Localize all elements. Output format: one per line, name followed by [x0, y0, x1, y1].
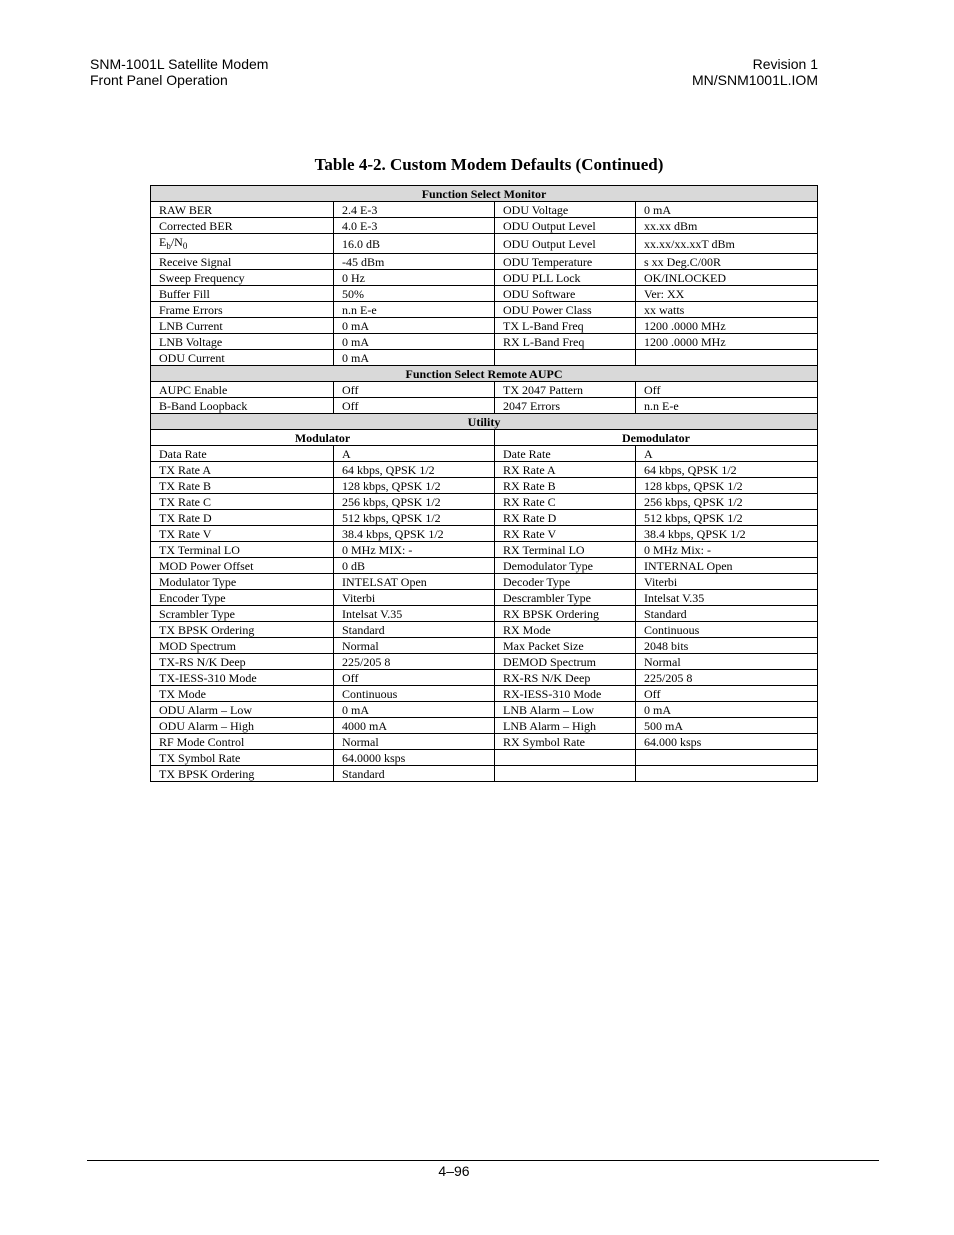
parameter-name-cell: RX Rate A — [495, 462, 636, 478]
parameter-name-cell: LNB Alarm – Low — [495, 702, 636, 718]
parameter-name-cell: Date Rate — [495, 446, 636, 462]
section-title: Utility — [151, 414, 818, 430]
parameter-value-cell: Intelsat V.35 — [636, 590, 818, 606]
page-number: 4–96 — [438, 1163, 470, 1179]
parameter-value-cell: 0 Hz — [334, 270, 495, 286]
parameter-value-cell: 38.4 kbps, QPSK 1/2 — [636, 526, 818, 542]
page-header-left — [90, 56, 268, 88]
parameter-value-cell: 0 mA — [636, 202, 818, 218]
parameter-value-cell: 4.0 E-3 — [334, 218, 495, 234]
table-row — [151, 638, 818, 654]
parameter-name-cell: ODU Temperature — [495, 254, 636, 270]
parameter-value-cell: 0 mA — [334, 702, 495, 718]
parameter-name-cell: RX-IESS-310 Mode — [495, 686, 636, 702]
parameter-value-cell: Off — [334, 398, 495, 414]
parameter-value-cell: 225/205 8 — [636, 670, 818, 686]
parameter-name-cell: Frame Errors — [151, 302, 334, 318]
document-title: SNM-1001L Satellite Modem — [90, 56, 269, 72]
parameter-name-cell: Receive Signal — [151, 254, 334, 270]
parameter-name-cell: TX Symbol Rate — [151, 750, 334, 766]
table-row — [151, 542, 818, 558]
table-row — [151, 510, 818, 526]
parameter-value-cell: -45 dBm — [334, 254, 495, 270]
utility-subheader-row — [151, 430, 818, 446]
table-row — [151, 734, 818, 750]
parameter-name-cell: MOD Power Offset — [151, 558, 334, 574]
parameter-name-cell — [495, 750, 636, 766]
parameter-value-cell: Normal — [334, 734, 495, 750]
parameter-value-cell: 128 kbps, QPSK 1/2 — [636, 478, 818, 494]
table-row — [151, 254, 818, 270]
section-function-select-monitor — [151, 186, 818, 202]
parameter-name-cell: ODU PLL Lock — [495, 270, 636, 286]
parameter-name-cell: TX-IESS-310 Mode — [151, 670, 334, 686]
parameter-value-cell: 1200 .0000 MHz — [636, 334, 818, 350]
parameter-value-cell: Normal — [636, 654, 818, 670]
parameter-name-cell: ODU Alarm – Low — [151, 702, 334, 718]
table-row — [151, 462, 818, 478]
parameter-name-cell: Decoder Type — [495, 574, 636, 590]
parameter-value-cell: 64 kbps, QPSK 1/2 — [334, 462, 495, 478]
parameter-value-cell: 256 kbps, QPSK 1/2 — [334, 494, 495, 510]
parameter-value-cell: 4000 mA — [334, 718, 495, 734]
table-row — [151, 446, 818, 462]
table-row — [151, 670, 818, 686]
parameter-name-cell: ODU Current — [151, 350, 334, 366]
parameter-value-cell: 225/205 8 — [334, 654, 495, 670]
parameter-name-cell: Data Rate — [151, 446, 334, 462]
parameter-name-cell — [495, 350, 636, 366]
custom-modem-defaults-table — [150, 185, 818, 782]
parameter-name-cell: TX 2047 Pattern — [495, 382, 636, 398]
parameter-value-cell: OK/INLOCKED — [636, 270, 818, 286]
parameter-value-cell: 1200 .0000 MHz — [636, 318, 818, 334]
parameter-name-cell: TX Terminal LO — [151, 542, 334, 558]
table-row — [151, 318, 818, 334]
parameter-value-cell: Ver: XX — [636, 286, 818, 302]
parameter-value-cell: A — [636, 446, 818, 462]
parameter-name-cell: ODU Software — [495, 286, 636, 302]
document-number: MN/SNM1001L.IOM — [691, 72, 818, 88]
parameter-name-cell: RX Terminal LO — [495, 542, 636, 558]
parameter-value-cell: 500 mA — [636, 718, 818, 734]
section-title: Function Select Monitor — [151, 186, 818, 202]
parameter-value-cell: Continuous — [636, 622, 818, 638]
table-row — [151, 686, 818, 702]
parameter-value-cell: xx.xx dBm — [636, 218, 818, 234]
parameter-value-cell: xx.xx/xx.xxT dBm — [636, 234, 818, 254]
section-utility — [151, 414, 818, 430]
ebno-e: E — [159, 234, 167, 249]
parameter-name-cell: TX L-Band Freq — [495, 318, 636, 334]
table-row — [151, 526, 818, 542]
parameter-name-cell: 2047 Errors — [495, 398, 636, 414]
parameter-name-cell: RAW BER — [151, 202, 334, 218]
section-function-select-remote-aupc — [151, 366, 818, 382]
parameter-name-cell — [495, 766, 636, 782]
parameter-value-cell: Standard — [636, 606, 818, 622]
parameter-value-cell: A — [334, 446, 495, 462]
parameter-name-cell: Encoder Type — [151, 590, 334, 606]
section-title: Function Select Remote AUPC — [151, 366, 818, 382]
parameter-name-cell: Scrambler Type — [151, 606, 334, 622]
parameter-value-cell: 50% — [334, 286, 495, 302]
parameter-value-cell: Off — [636, 686, 818, 702]
parameter-name-cell: TX Rate B — [151, 478, 334, 494]
parameter-name-cell: RX Rate B — [495, 478, 636, 494]
parameter-name-cell: RX L-Band Freq — [495, 334, 636, 350]
table-row — [151, 286, 818, 302]
parameter-value-cell: Continuous — [334, 686, 495, 702]
parameter-value-cell: Viterbi — [636, 574, 818, 590]
demodulator-header: Demodulator — [495, 430, 818, 446]
table-row — [151, 234, 818, 254]
parameter-value-cell: 0 mA — [334, 334, 495, 350]
parameter-value-cell: 0 MHz MIX: - — [334, 542, 495, 558]
modulator-header: Modulator — [151, 430, 495, 446]
table-row — [151, 334, 818, 350]
parameter-name-cell: TX Rate A — [151, 462, 334, 478]
parameter-value-cell: 38.4 kbps, QPSK 1/2 — [334, 526, 495, 542]
parameter-value-cell: 64.000 ksps — [636, 734, 818, 750]
parameter-name-cell: B-Band Loopback — [151, 398, 334, 414]
parameter-name-cell: TX BPSK Ordering — [151, 622, 334, 638]
parameter-name-cell: TX BPSK Ordering — [151, 766, 334, 782]
table-row — [151, 574, 818, 590]
parameter-value-cell: Standard — [334, 766, 495, 782]
section-title: Front Panel Operation — [90, 72, 228, 88]
table-row — [151, 202, 818, 218]
parameter-name-cell: Corrected BER — [151, 218, 334, 234]
parameter-value-cell: 128 kbps, QPSK 1/2 — [334, 478, 495, 494]
parameter-value-cell: s xx Deg.C/00R — [636, 254, 818, 270]
parameter-name-cell: RX Mode — [495, 622, 636, 638]
parameter-name-cell: ODU Voltage — [495, 202, 636, 218]
parameter-value-cell: Off — [636, 382, 818, 398]
parameter-name-cell: RX Rate C — [495, 494, 636, 510]
parameter-name-cell: TX Mode — [151, 686, 334, 702]
page-header-right — [692, 56, 818, 88]
parameter-value-cell: 512 kbps, QPSK 1/2 — [334, 510, 495, 526]
parameter-name-cell: TX-RS N/K Deep — [151, 654, 334, 670]
table-row — [151, 654, 818, 670]
parameter-name-cell: RX-RS N/K Deep — [495, 670, 636, 686]
table-row — [151, 590, 818, 606]
parameter-value-cell: 0 mA — [334, 318, 495, 334]
parameter-name-cell: LNB Current — [151, 318, 334, 334]
parameter-value-cell: n.n E-e — [334, 302, 495, 318]
parameter-value-cell: INTERNAL Open — [636, 558, 818, 574]
parameter-name-cell: TX Rate V — [151, 526, 334, 542]
parameter-name-cell: ODU Output Level — [495, 218, 636, 234]
table-row — [151, 350, 818, 366]
table-row — [151, 302, 818, 318]
parameter-name-cell: RX Symbol Rate — [495, 734, 636, 750]
parameter-value-cell: 512 kbps, QPSK 1/2 — [636, 510, 818, 526]
ebno-n: /N — [170, 234, 183, 249]
parameter-name-cell: MOD Spectrum — [151, 638, 334, 654]
parameter-name-cell: LNB Alarm – High — [495, 718, 636, 734]
parameter-value-cell — [636, 750, 818, 766]
parameter-value-cell — [636, 766, 818, 782]
parameter-value-cell: Intelsat V.35 — [334, 606, 495, 622]
parameter-name-cell: RX Rate V — [495, 526, 636, 542]
revision-label: Revision 1 — [752, 56, 818, 72]
parameter-value-cell: 0 dB — [334, 558, 495, 574]
parameter-value-cell: 2048 bits — [636, 638, 818, 654]
table-row — [151, 558, 818, 574]
parameter-name-cell: Max Packet Size — [495, 638, 636, 654]
parameter-name-cell: AUPC Enable — [151, 382, 334, 398]
parameter-value-cell: Viterbi — [334, 590, 495, 606]
table-row — [151, 494, 818, 510]
parameter-name-cell: LNB Voltage — [151, 334, 334, 350]
parameter-name-cell: Demodulator Type — [495, 558, 636, 574]
parameter-value-cell: 16.0 dB — [334, 234, 495, 254]
parameter-name-cell: Modulator Type — [151, 574, 334, 590]
parameter-value-cell: 0 mA — [636, 702, 818, 718]
parameter-value-cell: xx watts — [636, 302, 818, 318]
parameter-name-cell: RF Mode Control — [151, 734, 334, 750]
parameter-value-cell: 64.0000 ksps — [334, 750, 495, 766]
parameter-name-cell: Sweep Frequency — [151, 270, 334, 286]
table-row — [151, 382, 818, 398]
parameter-name-cell: TX Rate C — [151, 494, 334, 510]
parameter-value-cell: 2.4 E-3 — [334, 202, 495, 218]
parameter-value-cell: 256 kbps, QPSK 1/2 — [636, 494, 818, 510]
parameter-value-cell: 64 kbps, QPSK 1/2 — [636, 462, 818, 478]
table-row — [151, 718, 818, 734]
ebno-b: b — [166, 240, 171, 251]
parameter-value-cell: Off — [334, 670, 495, 686]
parameter-value-cell: Standard — [334, 622, 495, 638]
parameter-name-cell: RX BPSK Ordering — [495, 606, 636, 622]
table-row — [151, 398, 818, 414]
parameter-name-cell: TX Rate D — [151, 510, 334, 526]
parameter-name-cell: DEMOD Spectrum — [495, 654, 636, 670]
parameter-name-cell: ODU Output Level — [495, 234, 636, 254]
parameter-name-cell: Buffer Fill — [151, 286, 334, 302]
parameter-value-cell: 0 mA — [334, 350, 495, 366]
table-row — [151, 606, 818, 622]
parameter-value-cell: n.n E-e — [636, 398, 818, 414]
parameter-value-cell — [636, 350, 818, 366]
table-row — [151, 478, 818, 494]
parameter-name-cell: RX Rate D — [495, 510, 636, 526]
ebno-0: 0 — [182, 240, 188, 251]
parameter-value-cell: INTELSAT Open — [334, 574, 495, 590]
table-row — [151, 622, 818, 638]
table-caption: Table 4-2. Custom Modem Defaults (Continued) — [314, 155, 664, 174]
ebno-label-cell — [151, 234, 334, 254]
table-row — [151, 702, 818, 718]
parameter-name-cell: Descrambler Type — [495, 590, 636, 606]
table-row — [151, 270, 818, 286]
footer-rule — [87, 1160, 879, 1161]
parameter-value-cell: Off — [334, 382, 495, 398]
parameter-value-cell: Normal — [334, 638, 495, 654]
table-row — [151, 750, 818, 766]
table-row — [151, 766, 818, 782]
table-row — [151, 218, 818, 234]
parameter-value-cell: 0 MHz Mix: - — [636, 542, 818, 558]
parameter-name-cell: ODU Alarm – High — [151, 718, 334, 734]
parameter-name-cell: ODU Power Class — [495, 302, 636, 318]
